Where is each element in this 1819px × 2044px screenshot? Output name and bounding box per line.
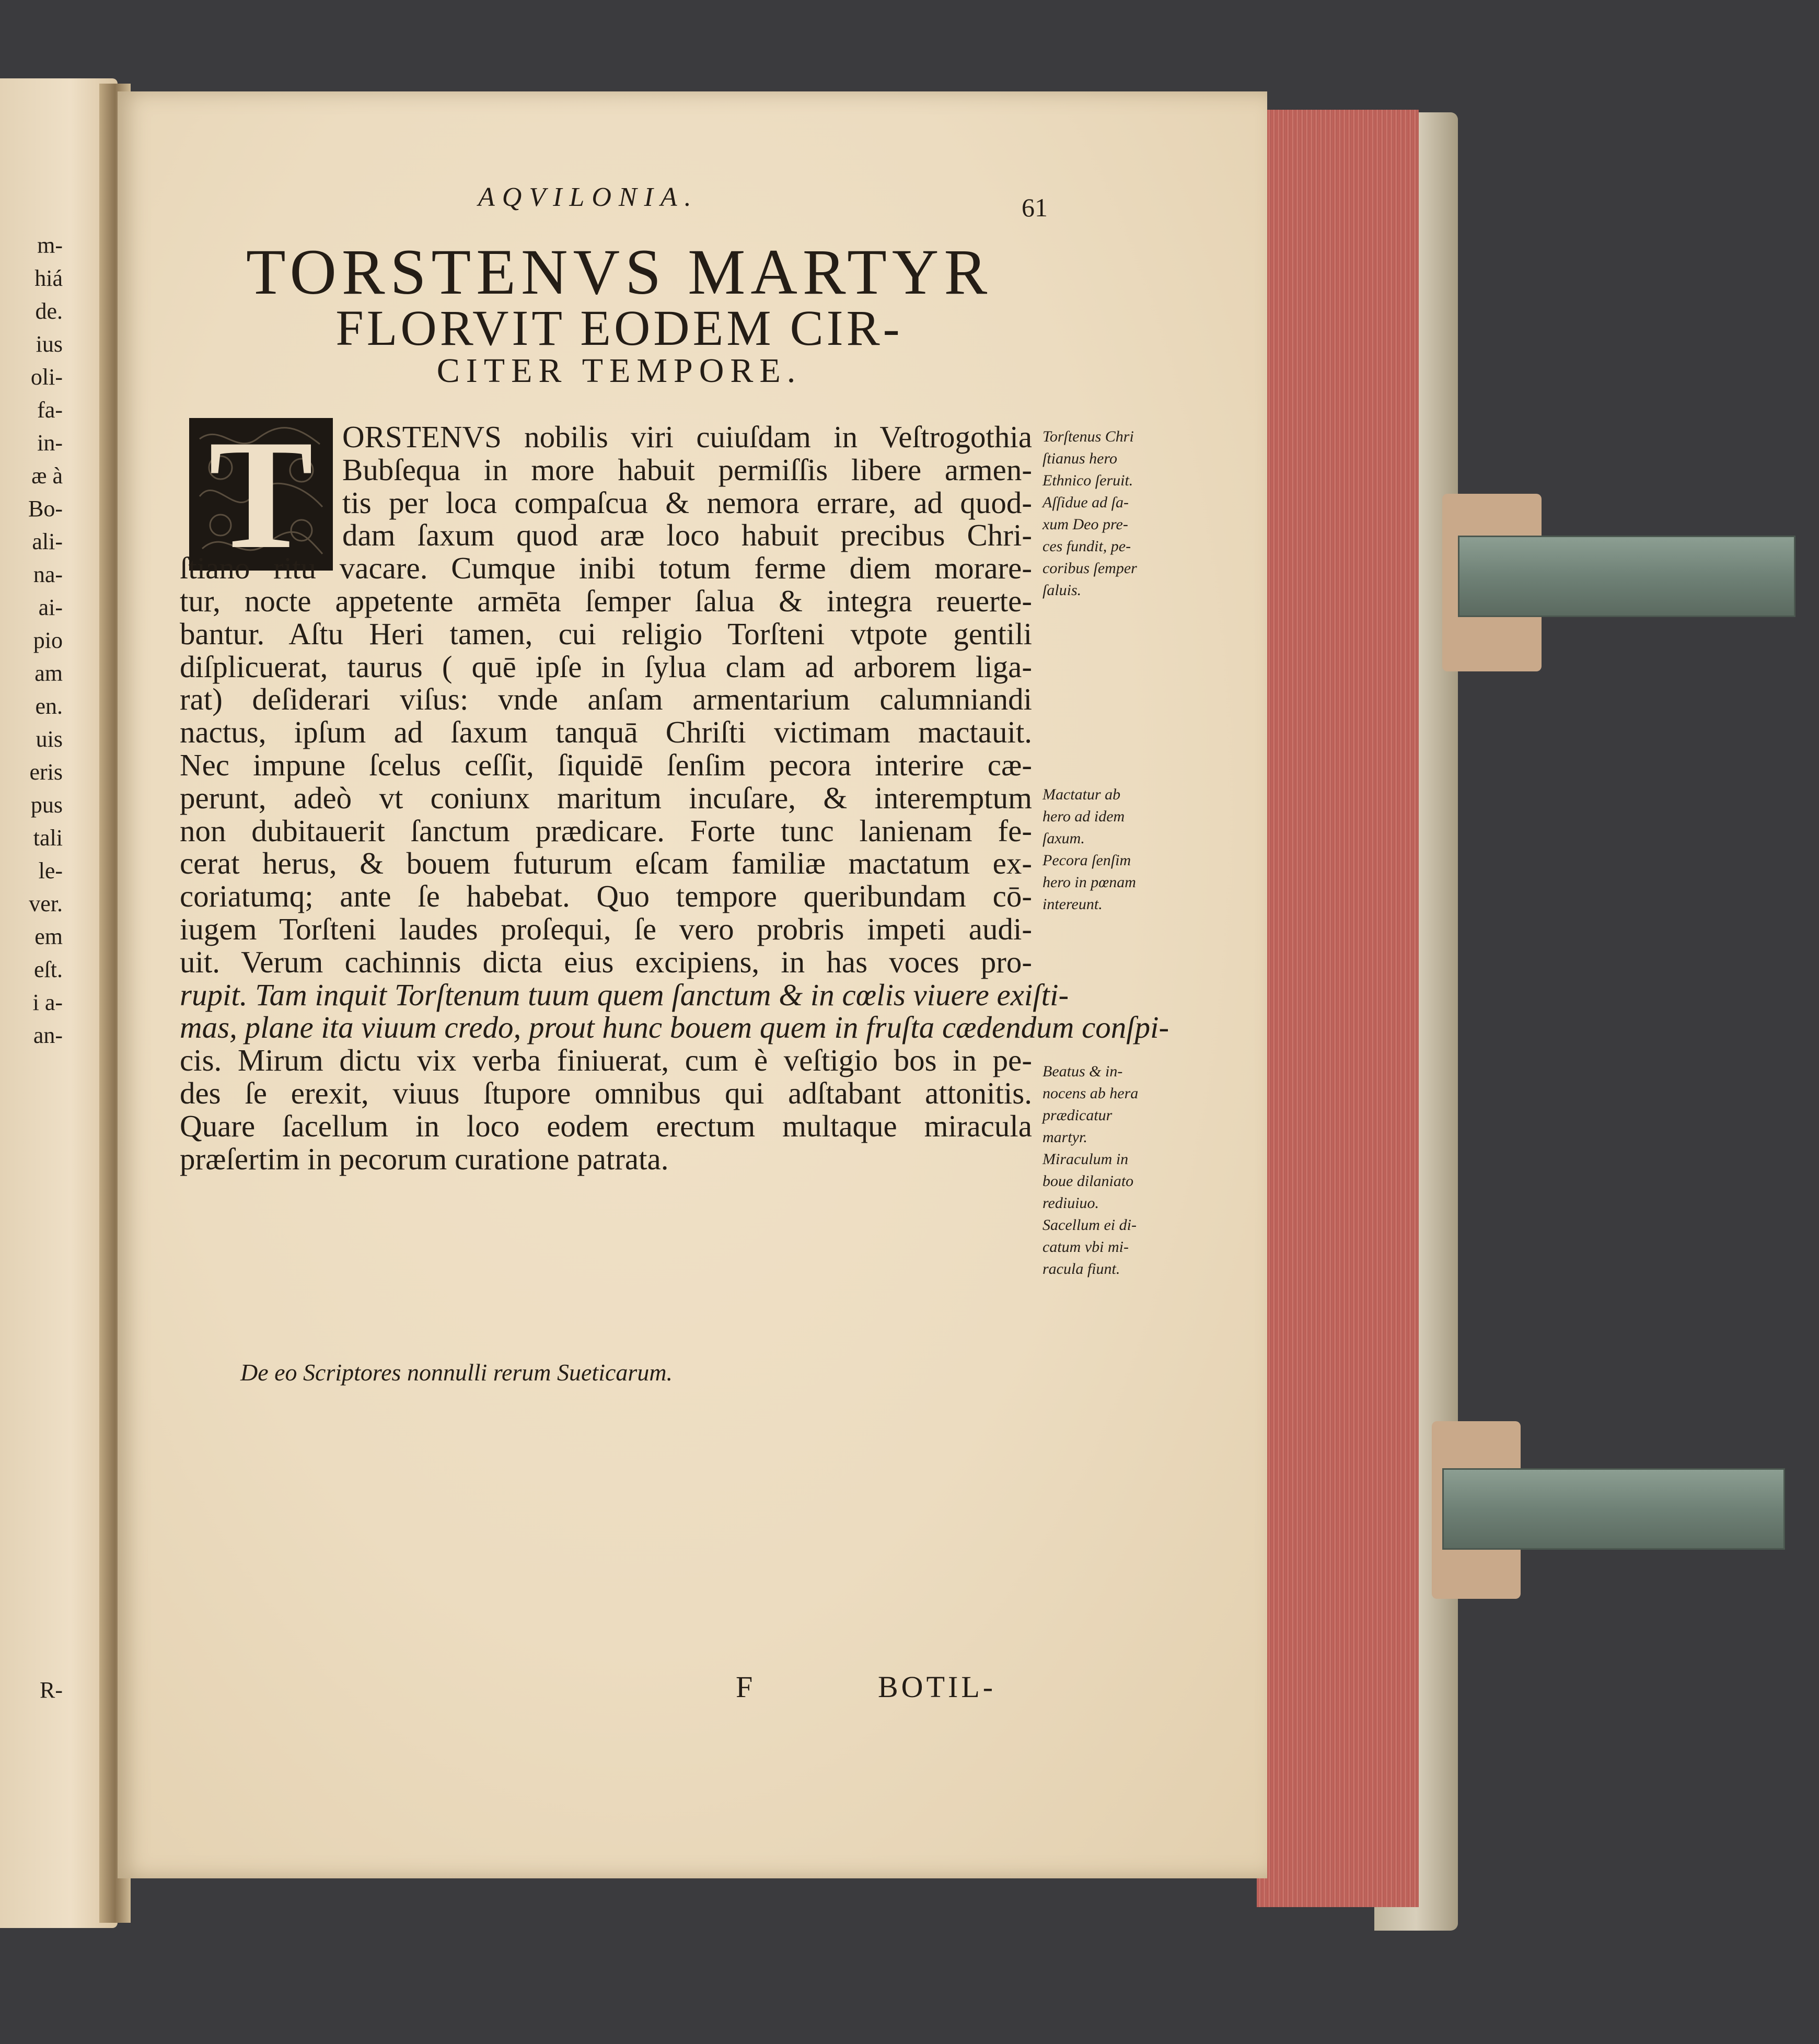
margin-note-line: xum Deo pre- [1042, 516, 1128, 533]
margin-note-line: hero in pœnam [1042, 874, 1136, 891]
body-line: Bubſequa in more habuit permiſſis libere armen- [342, 452, 1032, 487]
body-line: rupit. Tam inquit Torſtenum tuum quem ſanctum & in cœlis viuere exiſti- [180, 978, 1069, 1012]
body-line: cis. Mirum dictu vix verba finiuerat, cum è veſtigio bos in pe- [180, 1043, 1032, 1077]
left-page-fragment: oli- [30, 364, 63, 390]
signature-mark: F [736, 1670, 753, 1704]
body-line: iugem Torſteni laudes proſequi, ſe vero probris impeti audi- [180, 912, 1032, 946]
body-line: bantur. Aſtu Heri tamen, cui religio Torſteni vtpote gentili [180, 617, 1032, 651]
margin-note-line: boue dilaniato [1042, 1172, 1134, 1190]
left-page-fragment: ver. [29, 891, 63, 916]
left-page-fragment: uis [36, 726, 63, 752]
upper-clasp [1442, 494, 1808, 671]
left-page-fragment: am [34, 660, 63, 686]
left-page-fragment: le- [38, 858, 63, 884]
margin-note-line: Aſſidue ad ſa- [1042, 494, 1129, 511]
left-page-fragment: na- [33, 562, 63, 587]
margin-note-line: ſaluis. [1042, 582, 1082, 599]
body-line: ORSTENVS nobilis viri cuiuſdam in Veſtrogothia [342, 420, 1032, 454]
margin-note-line: Pecora ſenſim [1042, 852, 1131, 869]
margin-note-line: ſtianus hero [1042, 450, 1118, 467]
margin-note-line: rediuiuo. [1042, 1194, 1099, 1212]
left-page-fragment: hiá [34, 265, 63, 291]
page-number: 61 [1022, 193, 1048, 222]
body-line: rat) deſiderari viſus: vnde anſam armentarium calumniandi [180, 682, 1032, 716]
margin-note-line: racula fiunt. [1042, 1260, 1120, 1278]
body-line: diſplicuerat, taurus ( quē ipſe in ſylua clam ad arborem liga- [180, 649, 1032, 684]
left-page-fragment: pus [30, 792, 63, 818]
left-page-fragment: fa- [37, 397, 63, 423]
margin-note-line: martyr. [1042, 1129, 1087, 1146]
red-fore-edge [1257, 110, 1419, 1907]
body-line: non dubitauerit ſanctum prædicare. Forte tunc lanienam fe- [180, 814, 1032, 848]
body-line: dam ſaxum quod aræ loco habuit precibus Chri- [342, 518, 1032, 552]
body-line: mas, plane ita viuum credo, prout hunc bouem quem in fruſta cædendum conſpi- [180, 1010, 1169, 1044]
margin-note-line: catum vbi mi- [1042, 1238, 1129, 1256]
margin-note-line: Beatus & in- [1042, 1063, 1123, 1080]
left-page-fragment: m- [37, 233, 63, 258]
margin-note-line: Ethnico ſeruit. [1042, 472, 1133, 489]
body-line: tur, nocte appetente armēta ſemper ſalua & integra reuerte- [180, 584, 1032, 618]
left-page-fragment: Bo- [28, 496, 63, 521]
left-page-fragment: eris [29, 759, 63, 785]
body-line: perunt, adeò vt coniunx maritum incuſare, & interemptum [180, 781, 1032, 815]
source-note: De eo Scriptores nonnulli rerum Sueticarum. [240, 1359, 673, 1386]
left-page-fragment: pio [33, 628, 63, 653]
body-line: nactus, ipſum ad ſaxum tanquā Chriſti victimam mactauit. [180, 715, 1032, 749]
decorated-initial [189, 418, 333, 571]
left-page-fragment: tali [33, 825, 63, 851]
margin-note-line: prædicatur [1042, 1107, 1113, 1124]
body-line: Nec impune ſcelus ceſſit, ſiquidē ſenſim pecora interire cæ- [180, 748, 1032, 782]
left-page-fragment: ali- [32, 529, 63, 554]
left-page-fragment: em [34, 924, 63, 949]
body-line: tis per loca compaſcua & nemora errare, ad quod- [342, 485, 1032, 520]
margin-note-line: ſaxum. [1042, 830, 1085, 847]
body-line: Quare ſacellum in loco eodem erectum multaque miracula [180, 1109, 1032, 1143]
left-page-fragment: i a- [32, 990, 63, 1015]
left-page-fragment: de. [35, 298, 63, 324]
margin-note-line: Sacellum ei di- [1042, 1216, 1137, 1234]
left-page-fragment: eſt. [34, 957, 63, 982]
initial-letter: T [208, 418, 314, 571]
margin-note-line: Mactatur ab [1042, 786, 1121, 803]
left-page-fragment: an- [33, 1023, 63, 1048]
margin-note-line: Torſtenus Chri [1042, 428, 1134, 445]
margin-note-line: nocens ab hera [1042, 1085, 1139, 1102]
left-page-fragment: ius [36, 331, 63, 357]
margin-note-line: intereunt. [1042, 896, 1103, 913]
left-page-fragment: in- [37, 430, 63, 456]
margin-note-line: ces fundit, pe- [1042, 538, 1131, 555]
body-line: coriatumq; ante ſe habebat. Quo tempore queribundam cō- [180, 879, 1032, 913]
left-page-fragment: en. [35, 693, 63, 719]
body-line: des ſe erexit, viuus ſtupore omnibus qui adſtabant attonitis. [180, 1076, 1032, 1110]
catchword: BOTIL- [878, 1670, 997, 1704]
left-page-fragment: æ à [31, 463, 63, 489]
margin-note-line: Miraculum in [1042, 1151, 1129, 1168]
chapter-title-line-2: FLORVIT EODEM CIR- [335, 300, 903, 356]
body-line: cerat herus, & bouem futurum eſcam familiæ mactatum ex- [180, 846, 1032, 880]
margin-note-line: coribus ſemper [1042, 560, 1137, 577]
chapter-title-line-1: TORSTENVS MARTYR [246, 236, 993, 308]
chapter-title-line-3: CITER TEMPORE. [436, 352, 802, 390]
body-line: præſertim in pecorum curatione patrata. [180, 1142, 669, 1176]
running-head: AQVILONIA. [478, 182, 699, 212]
left-page-fragment: R- [40, 1677, 63, 1703]
left-page-fragment: ai- [38, 595, 63, 620]
body-line: ſtiano ritu vacare. Cumque inibi totum ferme diem morare- [180, 551, 1032, 585]
body-line: uit. Verum cachinnis dicta eius excipiens, in has voces pro- [180, 945, 1032, 979]
lower-clasp [1432, 1421, 1792, 1599]
margin-note-line: hero ad idem [1042, 808, 1125, 825]
